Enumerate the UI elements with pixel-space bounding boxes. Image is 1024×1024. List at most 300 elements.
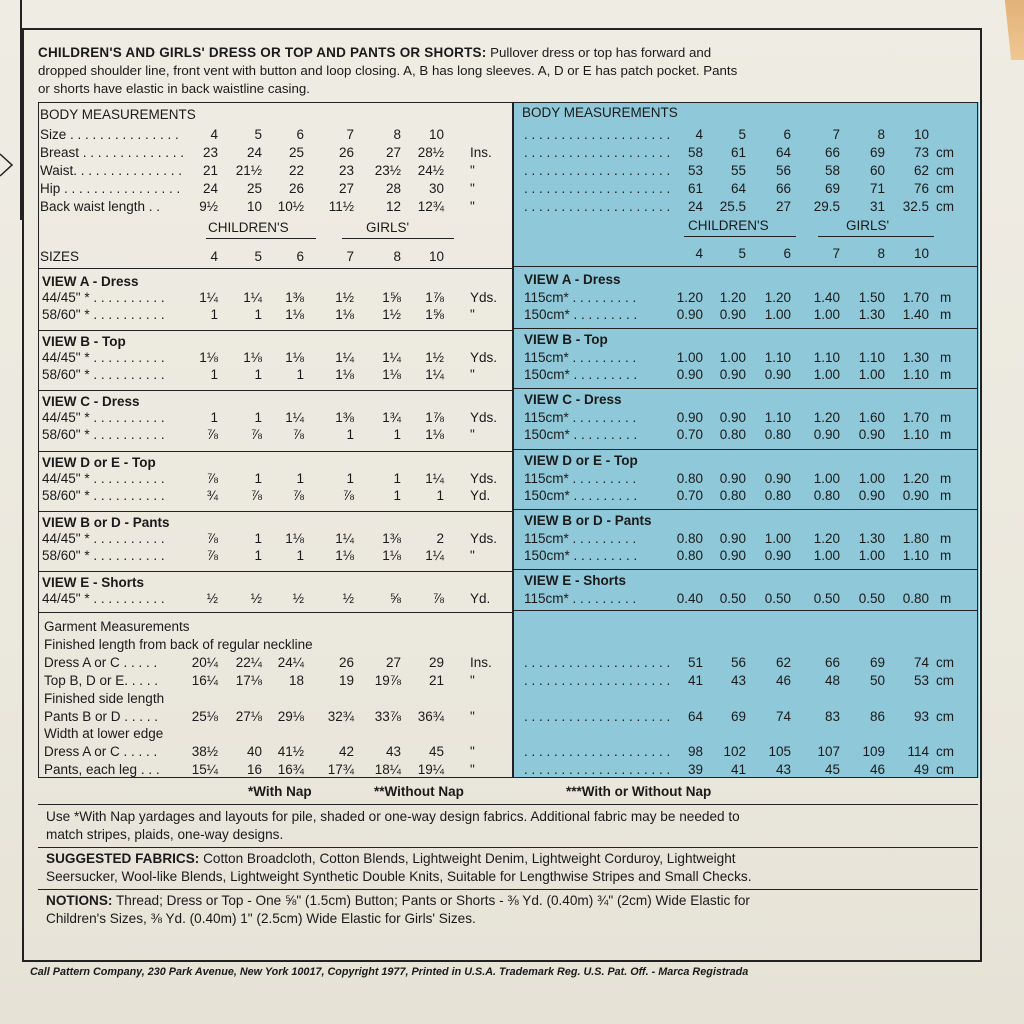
size-header: 5 — [254, 249, 262, 264]
view-title: VIEW C - Dress — [42, 394, 140, 409]
metric-body-value: 61 — [687, 181, 703, 196]
metric-garment-value: 50 — [869, 673, 885, 688]
body-value: 10½ — [277, 199, 304, 214]
view-title: VIEW A - Dress — [42, 274, 139, 289]
unit-label: Ins. — [470, 145, 492, 160]
dot-leader: . . . . . . . . . . . . . . . . . . . . — [524, 762, 671, 777]
fabric-width-label: 150cm* . . . . . . . . . — [524, 548, 638, 563]
yardage-value: 1¼ — [382, 350, 401, 365]
view-rule — [38, 451, 512, 452]
legend-without-nap: **Without Nap — [374, 784, 464, 799]
metric-garment-value: 69 — [869, 655, 885, 670]
meterage-value: 1.10 — [858, 350, 885, 365]
yardage-value: 1⅜ — [335, 410, 354, 425]
fabric-width-label: 44/45" * . . . . . . . . . . — [42, 591, 165, 606]
meterage-value: 0.90 — [719, 410, 746, 425]
yardage-value: ⅞ — [342, 488, 354, 503]
metric-garment-value: 45 — [824, 762, 840, 777]
body-value: 10 — [428, 127, 444, 142]
meterage-value: 1.00 — [676, 350, 703, 365]
meterage-value: 1.10 — [764, 410, 791, 425]
sizes-label: SIZES — [40, 249, 80, 264]
meterage-value: 1.60 — [858, 410, 885, 425]
unit-label: cm — [936, 709, 954, 724]
notions — [46, 892, 976, 927]
garment-value: 42 — [338, 744, 354, 759]
meterage-value: 1.70 — [902, 290, 929, 305]
fabrics-line-2: Seersucker, Wool-like Blends, Lightweight Synthetic Double Knits, Suitable for Lengthwise Stripes and Small Checks. — [46, 868, 752, 884]
dot-leader: . . . . . . . . . . . . . . . . . . . . — [524, 673, 671, 688]
meterage-value: 0.90 — [719, 471, 746, 486]
garment-subtitle: Finished length from back of regular neckline — [44, 637, 313, 652]
garment-value: 21 — [428, 673, 444, 688]
body-value: 27 — [385, 145, 401, 160]
meterage-value: 1.10 — [902, 548, 929, 563]
meterage-value: 0.90 — [764, 548, 791, 563]
size-header: 6 — [783, 246, 791, 261]
yardage-value: 1⅜ — [382, 531, 401, 546]
garment-value: 18 — [288, 673, 304, 688]
meterage-value: 1.80 — [902, 531, 929, 546]
dot-leader: . . . . . . . . . . . . . . . . . . . . — [524, 145, 671, 160]
metric-body-value: 53 — [687, 163, 703, 178]
size-header: 10 — [428, 249, 444, 264]
metric-body-value: 10 — [913, 127, 929, 142]
view-rule — [38, 571, 512, 572]
metric-body-value: 58 — [824, 163, 840, 178]
fabric-width-label: 150cm* . . . . . . . . . — [524, 488, 638, 503]
garment-value: 40 — [246, 744, 262, 759]
dot-leader: . . . . . . . . . . . . . . . . . . . . — [524, 163, 671, 178]
body-value: 24½ — [417, 163, 444, 178]
nap-note-line-1: Use *With Nap yardages and layouts for pile, shaded or one-way design fabrics. Additional fabric may be needed to — [46, 809, 740, 824]
metric-body-value: 60 — [869, 163, 885, 178]
unit-label: " — [470, 762, 475, 777]
body-value: 24 — [246, 145, 262, 160]
metric-garment-value: 102 — [723, 744, 746, 759]
size-header: 5 — [738, 246, 746, 261]
yardage-value: 1½ — [425, 350, 444, 365]
yardage-value: 1 — [346, 471, 354, 486]
garment-value: 38½ — [191, 744, 218, 759]
fabric-width-label: 115cm* . . . . . . . . . — [524, 531, 637, 546]
yardage-value: 1¼ — [243, 290, 262, 305]
garment-value: 15¼ — [191, 762, 218, 777]
yardage-value: 1¼ — [425, 367, 444, 382]
meterage-value: 1.20 — [813, 410, 840, 425]
metric-body-value: 4 — [695, 127, 703, 142]
group-header-girls: GIRLS' — [846, 218, 890, 233]
body-value: 12 — [385, 199, 401, 214]
yardage-value: 1¼ — [425, 471, 444, 486]
meterage-value: 1.00 — [719, 350, 746, 365]
unit-label: m — [940, 548, 952, 563]
body-value: 11½ — [328, 199, 354, 214]
unit-label: m — [940, 488, 952, 503]
garment-row-label: Pants B or D . . . . . — [44, 709, 159, 724]
meterage-value: 1.40 — [813, 290, 840, 305]
dot-leader: . . . . . . . . . . . . . . . . . . . . — [524, 199, 671, 214]
garment-value: 17¾ — [327, 762, 354, 777]
garment-value: 41½ — [277, 744, 304, 759]
body-row-label: Back waist length . . — [40, 199, 161, 214]
fabric-width-label: 150cm* . . . . . . . . . — [524, 427, 638, 442]
meterage-value: 1.50 — [858, 290, 885, 305]
metric-garment-value: 74 — [775, 709, 791, 724]
view-title: VIEW A - Dress — [524, 272, 621, 287]
yardage-value: ⅞ — [206, 548, 218, 563]
body-value: 5 — [254, 127, 262, 142]
yardage-value: 1⅛ — [335, 367, 354, 382]
metric-garment-value: 83 — [824, 709, 840, 724]
meterage-value: 1.00 — [858, 471, 885, 486]
metric-body-value: 69 — [869, 145, 885, 160]
yardage-value: 1 — [346, 427, 354, 442]
metric-garment-value: 39 — [687, 762, 703, 777]
yardage-value: ⅞ — [206, 531, 218, 546]
fabric-width-label: 58/60" * . . . . . . . . . . — [42, 427, 165, 442]
yardage-value: 1 — [254, 531, 262, 546]
unit-label: " — [470, 199, 475, 214]
meterage-value: 1.00 — [813, 471, 840, 486]
metric-body-value: 32.5 — [902, 199, 929, 214]
yardage-value: 1⅜ — [285, 290, 304, 305]
view-rule — [514, 509, 978, 510]
garment-value: 27⅛ — [235, 709, 262, 724]
yardage-value: ½ — [292, 591, 304, 606]
meterage-value: 1.10 — [764, 350, 791, 365]
description-line-2: dropped shoulder line, front vent with button and loop closing. A, B has long sleeves. A, D or E has patch pocket. Pants — [38, 63, 738, 78]
dot-leader: . . . . . . . . . . . . . . . . . . . . — [524, 655, 671, 670]
body-value: 26 — [338, 145, 354, 160]
yardage-value: 1⅞ — [425, 290, 444, 305]
unit-label: Yd. — [470, 591, 491, 606]
metric-garment-value: 41 — [730, 762, 746, 777]
unit-label: m — [940, 410, 952, 425]
dot-leader: . . . . . . . . . . . . . . . . . . . . — [524, 709, 671, 724]
suggested-fabrics — [46, 850, 976, 885]
group-header-children: CHILDREN'S — [688, 218, 769, 233]
meterage-value: 0.90 — [764, 367, 791, 382]
yardage-value: 1 — [254, 367, 262, 382]
size-header: 8 — [393, 249, 401, 264]
metric-garment-value: 46 — [869, 762, 885, 777]
view-title: VIEW B or D - Pants — [524, 513, 652, 528]
fabric-width-label: 150cm* . . . . . . . . . — [524, 367, 638, 382]
meterage-value: 0.80 — [902, 591, 929, 606]
fabric-width-label: 58/60" * . . . . . . . . . . — [42, 488, 165, 503]
metric-garment-value: 107 — [817, 744, 840, 759]
metric-body-value: 7 — [832, 127, 840, 142]
edge-diamond-mark — [0, 150, 14, 180]
metric-garment-value: 114 — [907, 744, 929, 759]
meterage-value: 1.20 — [764, 290, 791, 305]
garment-title: Garment Measurements — [44, 619, 190, 634]
metric-garment-value: 69 — [730, 709, 746, 724]
unit-label: m — [940, 367, 952, 382]
yardage-value: 1½ — [382, 307, 401, 322]
description-line-1: Pullover dress or top has forward and — [490, 45, 712, 60]
garment-value: 20¼ — [191, 655, 218, 670]
left-margin-rule — [0, 0, 22, 220]
fabrics-line-1: Cotton Broadcloth, Cotton Blends, Lightweight Denim, Lightweight Corduroy, Lightweight — [203, 851, 736, 866]
notions-line-2: Children's Sizes, ⅜ Yd. (0.40m) 1" (2.5cm) Wide Elastic for Girls' Sizes. — [46, 910, 476, 926]
garment-value: 32¾ — [327, 709, 354, 724]
yardage-value: 1⅛ — [243, 350, 262, 365]
unit-label: " — [470, 181, 475, 196]
unit-label: " — [470, 548, 475, 563]
sizes-rule — [514, 266, 978, 267]
body-value: 27 — [338, 181, 354, 196]
metric-garment-value: 53 — [913, 673, 929, 688]
yardage-value: 1⅛ — [199, 350, 218, 365]
metric-garment-value: 43 — [775, 762, 791, 777]
meterage-value: 1.20 — [813, 531, 840, 546]
unit-label: m — [940, 591, 952, 606]
metric-body-title: BODY MEASUREMENTS — [522, 105, 678, 120]
yardage-value: 1⅞ — [425, 410, 444, 425]
fabric-width-label: 58/60" * . . . . . . . . . . — [42, 548, 165, 563]
yardage-value: 1 — [296, 367, 304, 382]
metric-garment-value: 86 — [869, 709, 885, 724]
garment-row-label: Top B, D or E. . . . . — [44, 673, 159, 688]
yardage-value: 1 — [296, 548, 304, 563]
meterage-value: 1.20 — [676, 290, 703, 305]
metric-garment-value: 49 — [913, 762, 929, 777]
view-title: VIEW D or E - Top — [42, 455, 156, 470]
body-value: 6 — [296, 127, 304, 142]
metric-garment-value: 41 — [687, 673, 703, 688]
unit-label: cm — [936, 199, 954, 214]
yardage-value: ⅞ — [250, 488, 262, 503]
notions-line-1: Thread; Dress or Top - One ⅝" (1.5cm) Button; Pants or Shorts - ⅜ Yd. (0.40m) ¾" (2cm) Wide Elastic for — [116, 893, 750, 908]
legend-with-or-without-nap: ***With or Without Nap — [566, 784, 712, 799]
metric-garment-value: 98 — [687, 744, 703, 759]
meterage-value: 0.90 — [902, 488, 929, 503]
meterage-value: 0.80 — [676, 548, 703, 563]
metric-body-value: 58 — [687, 145, 703, 160]
description-line-3: or shorts have elastic in back waistline casing. — [38, 81, 310, 96]
meterage-value: 0.80 — [676, 471, 703, 486]
garment-value: 19 — [338, 673, 354, 688]
meterage-value: 0.70 — [676, 488, 703, 503]
metric-body-value: 24 — [687, 199, 703, 214]
body-value: 4 — [210, 127, 218, 142]
garment-value: 16¼ — [191, 673, 218, 688]
unit-label: " — [470, 367, 475, 382]
meterage-value: 1.30 — [858, 531, 885, 546]
meterage-value: 1.10 — [902, 427, 929, 442]
meterage-value: 1.20 — [902, 471, 929, 486]
view-title: VIEW B - Top — [524, 332, 608, 347]
garment-value: 16 — [246, 762, 262, 777]
body-value: 23½ — [374, 163, 401, 178]
view-rule — [514, 610, 978, 611]
unit-label: " — [470, 163, 475, 178]
unit-label: Yd. — [470, 488, 491, 503]
metric-body-value: 73 — [913, 145, 929, 160]
yardage-value: 1⅛ — [335, 307, 354, 322]
legend-with-nap: *With Nap — [248, 784, 312, 799]
nap-note — [46, 808, 976, 843]
meterage-value: 0.90 — [676, 367, 703, 382]
yardage-value: 1¼ — [199, 290, 218, 305]
garment-subtitle: Finished side length — [44, 691, 165, 706]
fabric-width-label: 58/60" * . . . . . . . . . . — [42, 307, 165, 322]
yardage-value: 1⅛ — [335, 548, 354, 563]
unit-label: m — [940, 427, 952, 442]
dot-leader: . . . . . . . . . . . . . . . . . . . . — [524, 127, 671, 142]
yardage-value: ⅞ — [432, 591, 444, 606]
unit-label: cm — [936, 145, 954, 160]
unit-label: m — [940, 531, 952, 546]
nap-note-line-2: match stripes, plaids, one-way designs. — [46, 826, 284, 842]
size-header: 6 — [296, 249, 304, 264]
metric-body-value: 61 — [730, 145, 746, 160]
yardage-value: ½ — [250, 591, 262, 606]
garment-value: 24¼ — [277, 655, 304, 670]
meterage-value: 0.90 — [719, 548, 746, 563]
fabric-width-label: 44/45" * . . . . . . . . . . — [42, 531, 165, 546]
meterage-value: 1.00 — [858, 548, 885, 563]
unit-label: m — [940, 307, 952, 322]
garment-value: 25⅛ — [191, 709, 218, 724]
yardage-value: 1 — [436, 488, 444, 503]
body-value: 26 — [288, 181, 304, 196]
fabric-width-label: 58/60" * . . . . . . . . . . — [42, 367, 165, 382]
view-title: VIEW C - Dress — [524, 392, 622, 407]
meterage-value: 0.90 — [719, 307, 746, 322]
yardage-value: ½ — [342, 591, 354, 606]
unit-label: Yds. — [470, 531, 498, 546]
unit-label: cm — [936, 181, 954, 196]
meterage-value: 0.90 — [813, 427, 840, 442]
yardage-value: ⅞ — [292, 488, 304, 503]
notions-label: NOTIONS: — [46, 893, 113, 908]
fabric-width-label: 115cm* . . . . . . . . . — [524, 591, 637, 606]
meterage-value: 0.90 — [858, 427, 885, 442]
garment-row-label: Pants, each leg . . . — [44, 762, 160, 777]
size-header: 8 — [877, 246, 885, 261]
yardage-value: ⅞ — [250, 427, 262, 442]
view-rule — [514, 388, 978, 389]
meterage-value: 1.30 — [858, 307, 885, 322]
table-column-divider — [512, 102, 514, 778]
body-value: 8 — [393, 127, 401, 142]
group-underline — [206, 238, 316, 239]
body-value: 24 — [202, 181, 218, 196]
garment-value: 33⅞ — [374, 709, 401, 724]
view-rule — [38, 612, 512, 613]
view-rule — [38, 330, 512, 331]
unit-label: Yds. — [470, 350, 498, 365]
metric-body-value: 62 — [913, 163, 929, 178]
yardage-value: 1 — [210, 307, 218, 322]
group-underline — [818, 236, 934, 237]
body-value: 28 — [385, 181, 401, 196]
unit-label: m — [940, 350, 952, 365]
unit-label: m — [940, 290, 952, 305]
unit-label: " — [470, 744, 475, 759]
body-value: 21½ — [235, 163, 262, 178]
body-value: 22 — [288, 163, 304, 178]
garment-value: 45 — [428, 744, 444, 759]
metric-body-value: 66 — [775, 181, 791, 196]
meterage-value: 1.40 — [902, 307, 929, 322]
garment-value: 22¼ — [235, 655, 262, 670]
yardage-value: 1¼ — [335, 531, 354, 546]
yardage-value: 1 — [296, 471, 304, 486]
group-header-children: CHILDREN'S — [208, 220, 289, 235]
meterage-value: 1.10 — [813, 350, 840, 365]
notes-divider — [38, 804, 978, 805]
unit-label: m — [940, 471, 952, 486]
body-value: 23 — [338, 163, 354, 178]
metric-body-value: 27 — [775, 199, 791, 214]
metric-body-value: 25.5 — [719, 199, 746, 214]
view-rule — [514, 449, 978, 450]
metric-garment-value: 62 — [775, 655, 791, 670]
yardage-value: 1⅛ — [425, 427, 444, 442]
view-rule — [38, 511, 512, 512]
meterage-value: 0.80 — [764, 488, 791, 503]
unit-label: Ins. — [470, 655, 492, 670]
metric-body-value: 69 — [824, 181, 840, 196]
metric-body-value: 56 — [775, 163, 791, 178]
yardage-value: 1 — [210, 410, 218, 425]
view-title: VIEW E - Shorts — [42, 575, 145, 590]
fabric-width-label: 44/45" * . . . . . . . . . . — [42, 471, 165, 486]
meterage-value: 0.90 — [676, 307, 703, 322]
garment-value: 26 — [338, 655, 354, 670]
fabric-width-label: 44/45" * . . . . . . . . . . — [42, 290, 165, 305]
imperial-body-title: BODY MEASUREMENTS — [40, 107, 196, 122]
yardage-value: 1 — [254, 307, 262, 322]
unit-label: " — [470, 709, 475, 724]
meterage-value: 0.90 — [858, 488, 885, 503]
garment-row-label: Dress A or C . . . . . — [44, 655, 158, 670]
pattern-description — [38, 44, 968, 98]
yardage-value: 1 — [254, 410, 262, 425]
unit-label: cm — [936, 744, 954, 759]
yardage-value: 1¼ — [335, 350, 354, 365]
size-header: 10 — [913, 246, 929, 261]
yardage-value: 1⅝ — [382, 290, 401, 305]
body-value: 28½ — [417, 145, 444, 160]
body-row-label: Waist. . . . . . . . . . . . . . . — [40, 163, 183, 178]
fabric-width-label: 44/45" * . . . . . . . . . . — [42, 410, 165, 425]
meterage-value: 0.80 — [764, 427, 791, 442]
fabrics-label: SUGGESTED FABRICS: — [46, 851, 200, 866]
metric-garment-value: 64 — [687, 709, 703, 724]
meterage-value: 0.70 — [676, 427, 703, 442]
yardage-value: ¾ — [206, 488, 218, 503]
meterage-value: 0.80 — [676, 531, 703, 546]
yardage-value: 2 — [436, 531, 444, 546]
garment-row-label: Dress A or C . . . . . — [44, 744, 158, 759]
meterage-value: 1.00 — [764, 307, 791, 322]
view-rule — [38, 390, 512, 391]
metric-garment-value: 56 — [730, 655, 746, 670]
size-header: 7 — [346, 249, 354, 264]
group-underline — [342, 238, 454, 239]
metric-garment-value: 109 — [862, 744, 885, 759]
meterage-value: 1.00 — [764, 531, 791, 546]
unit-label: " — [470, 673, 475, 688]
yardage-value: 1½ — [335, 290, 354, 305]
yardage-value: 1⅛ — [382, 548, 401, 563]
meterage-value: 0.50 — [719, 591, 746, 606]
